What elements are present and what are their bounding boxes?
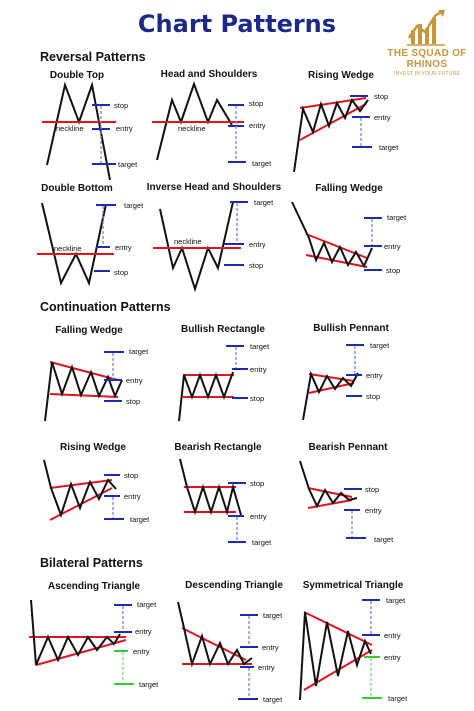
stop-label: stop [365,485,380,494]
stop-label: stop [374,92,389,101]
pattern-title-inverse-head-shoulders: Inverse Head and Shoulders [146,182,282,193]
target-label: target [124,201,144,210]
stop-label: stop [124,471,139,480]
upper-trendline [304,612,372,645]
target-label: target [130,515,150,524]
target-label: target [118,160,138,169]
neckline-label: neckline [178,124,206,133]
pattern-title-bullish-pennant: Bullish Pennant [313,323,389,334]
entry-label-lower: entry [384,653,401,662]
target-label: target [387,213,407,222]
pattern-title-double-bottom: Double Bottom [41,183,113,194]
target-label: target [379,143,399,152]
brand-tagline: INVEST IN YOUR FUTURE [394,71,460,77]
entry-label: entry [124,492,141,501]
pattern-title-ascending-triangle: Ascending Triangle [47,581,141,592]
target-label: target [254,198,274,207]
brand-name-line2: RHINOS [406,59,448,70]
target-label: target [370,341,390,350]
entry-label: entry [365,506,382,515]
neckline-label: neckline [56,124,84,133]
pattern-title-descending-triangle: Descending Triangle [185,580,283,591]
entry-label: entry [262,643,279,652]
page-title: Chart Patterns [137,10,337,38]
pattern-title-head-shoulders: Head and Shoulders [160,69,258,80]
entry-label: entry [135,627,152,636]
neckline-label: neckline [54,244,82,253]
entry-label: entry [374,113,391,122]
entry-label-lower: entry [133,647,150,656]
section-continuation: Continuation Patterns [40,300,171,314]
target-label: target [137,600,157,609]
target-label: target [250,342,270,351]
section-reversal: Reversal Patterns [40,50,146,64]
brand-name-line1: THE SQUAD OF [387,48,467,59]
pattern-title-bearish-pennant: Bearish Pennant [308,442,388,453]
target-label: target [386,596,406,605]
stop-label: stop [250,394,265,403]
entry-label: entry [249,121,266,130]
target-label-lower: target [263,695,283,704]
pattern-title-symmetrical-triangle: Symmetrical Triangle [302,580,404,591]
pattern-title-double-top: Double Top [49,70,105,81]
pattern-title-falling-wedge-cont: Falling Wedge [55,325,123,336]
pattern-title-rising-wedge-rev: Rising Wedge [308,70,374,81]
target-label: target [252,538,272,547]
stop-label: stop [114,101,129,110]
entry-label: entry [116,124,133,133]
target-label-lower: target [139,680,159,689]
target-label: target [374,535,394,544]
target-label: target [129,347,149,356]
entry-label: entry [384,242,401,251]
stop-label: stop [126,397,141,406]
entry-label: entry [250,365,267,374]
pattern-title-bearish-rectangle: Bearish Rectangle [174,442,262,453]
pattern-title-rising-wedge-cont: Rising Wedge [60,442,126,453]
entry-label: entry [250,512,267,521]
pattern-title-bullish-rectangle: Bullish Rectangle [181,324,265,335]
neckline-label: neckline [174,237,202,246]
entry-label-lower: entry [258,663,275,672]
entry-label: entry [366,371,383,380]
stop-label: stop [249,261,264,270]
stop-label: stop [386,266,401,275]
entry-label: entry [115,243,132,252]
pattern-title-falling-wedge-rev: Falling Wedge [315,183,383,194]
stop-label: stop [366,392,381,401]
entry-label: entry [126,376,143,385]
stop-label: stop [114,268,129,277]
target-label: target [263,611,283,620]
stop-label: stop [250,479,265,488]
target-label: target [252,159,272,168]
entry-label: entry [384,631,401,640]
stop-label: stop [249,99,264,108]
section-bilateral: Bilateral Patterns [40,556,143,570]
target-label-lower: target [388,694,408,703]
entry-label: entry [249,240,266,249]
